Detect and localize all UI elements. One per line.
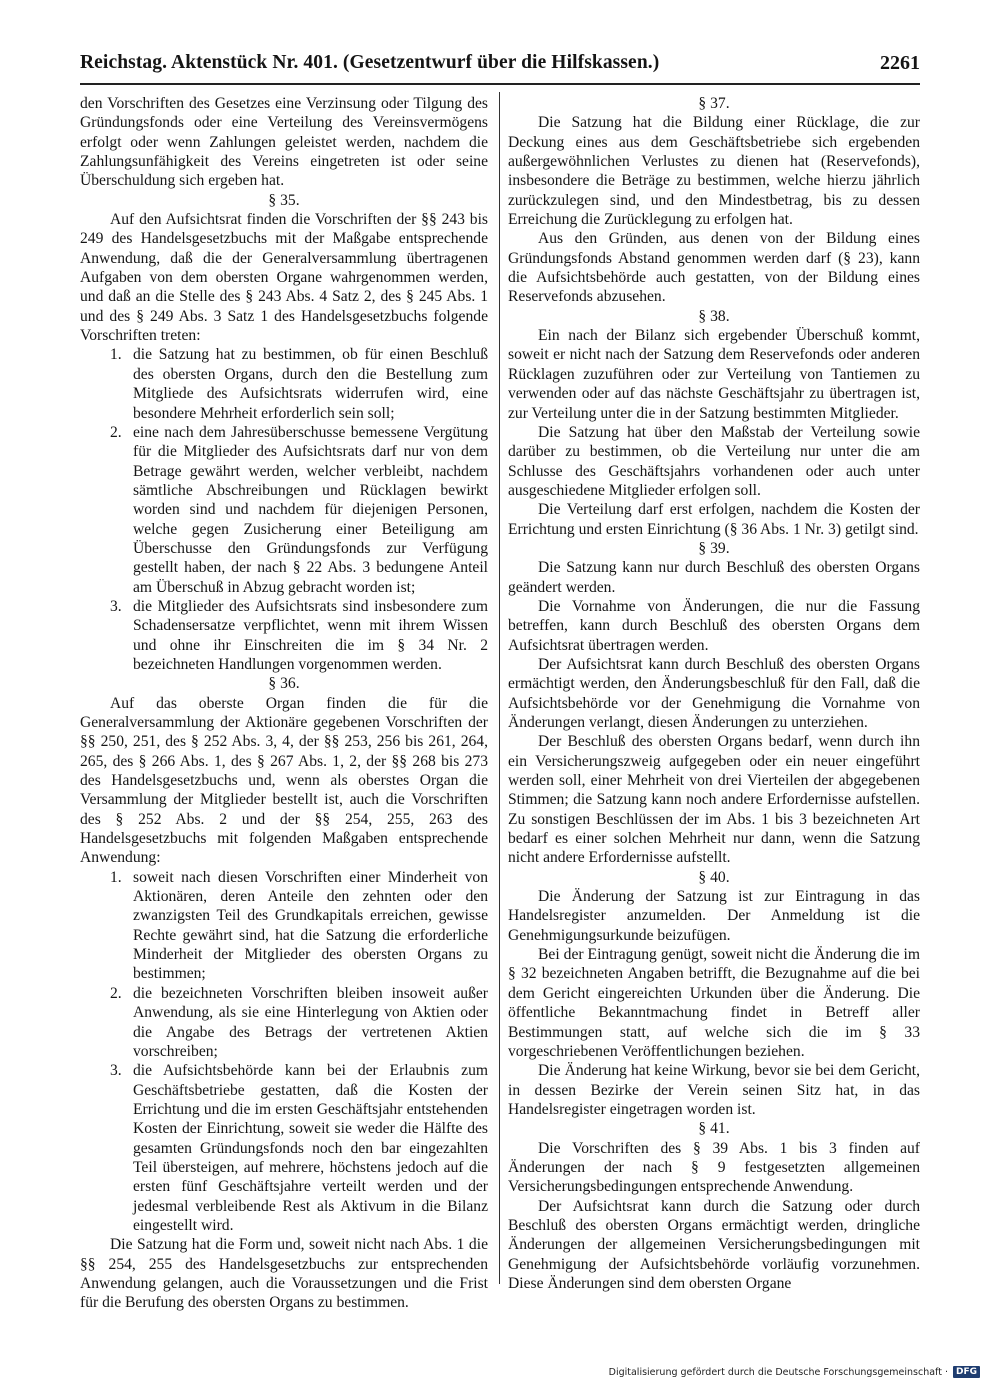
paragraph: Die Vornahme von Änderungen, die nur die Fassung betreffen, kann durch Beschluß des obersten Organs dem Aufsichtsrat übertragen werden. bbox=[508, 597, 920, 654]
section-heading-37: § 37. bbox=[698, 95, 730, 112]
paragraph: Aus den Gründen, aus denen von der Bildung eines Gründungsfonds Abstand genommen werden darf (§ 23), kann die Aufsichtsbehörde auch gestatten, von der Bildung eines Reservefonds abzusehen. bbox=[508, 230, 920, 306]
section-35-intro: Auf den Aufsichtsrat finden die Vorschriften der §§ 243 bis 249 des Handelsgesetzbuchs mit der Maßgabe entsprechende Anwendung, daß die der Generalversammlung übertragenen Aufgaben von dem obersten Organe wahrgenommen werden, und daß an die Stelle des § 243 Abs. 4 Satz 2, des § 245 Abs. 1 und des § 249 Abs. 3 Satz 1 des Handelsgesetzbuchs folgende Vorschriften treten: bbox=[80, 211, 488, 345]
dfg-logo: DFG bbox=[953, 1366, 980, 1378]
list-text: die Mitglieder des Aufsichtsrats sind insbesondere zum Schadensersatze verpflichtet, wenn mit ihrem Wissen und ohne ihr Einschreiten die im § 34 Nr. 2 bezeichneten Handlungen vorgenommen werden. bbox=[133, 597, 488, 673]
paragraph: Der Aufsichtsrat kann durch die Satzung oder durch Beschluß des obersten Organs ermächtigt werden, dringliche Änderungen der allgemeinen Versicherungsbedingungen mit Genehmigung der Aufsichtsbehörde vorläufig vorzunehmen. Diese Änderungen sind dem obersten Organe bbox=[508, 1197, 920, 1292]
list-number: 1. bbox=[110, 346, 122, 364]
list-number: 2. bbox=[110, 423, 122, 441]
list-text: die Aufsichtsbehörde kann bei der Erlaubnis zum Geschäftsbetriebe gestatten, daß die Kosten der Errichtung und die im ersten Geschäftsjahr entstehenden Kosten der Einrichtung, soweit sie weder die Hälfte des gesamten Gründungsfonds noch den bar eingezahlten Teil übersteigen, auf mehrere, höchstens jedoch auf die ersten fünf Geschäftsjahre verteilt werden und der jedesmal verbleibende Rest als Aktivum in die Bilanz eingestellt wird. bbox=[133, 1062, 488, 1234]
section-heading-41: § 41. bbox=[698, 1120, 730, 1138]
right-column bbox=[508, 94, 920, 1292]
list-number: 2. bbox=[110, 984, 122, 1002]
paragraph: Die Satzung hat die Bildung einer Rücklage, die zur Deckung eines aus dem Geschäftsbetriebe sich ergebenden außergewöhnlichen Verlustes zu dienen hat (Reservefonds), insbesondere die Beträge zu bestimmen, welche hierzu jährlich zurückzulegen sind, und den Mindestbetrag, bis zu dessen Erreichung die Zurücklegung zu erfolgen hat. bbox=[508, 114, 920, 229]
continued-paragraph: den Vorschriften des Gesetzes eine Verzinsung oder Tilgung des Gründungsfonds oder eine Verteilung des Vereinsvermögens erfolgt oder wenn Zahlungen geleistet werden, nachdem die Zahlungsunfähigkeit des Vereins eingetreten ist oder seine Überschuldung sich ergeben hat. bbox=[80, 95, 488, 190]
section-heading-35: § 35. bbox=[268, 191, 300, 209]
page-header bbox=[80, 50, 920, 86]
digitization-footer bbox=[609, 1364, 980, 1380]
paragraph: Der Aufsichtsrat kann durch Beschluß des obersten Organs ermächtigt werden, den Änderungsbeschluß für den Fall, daß die Aufsichtsbehörde vor der Genehmigung die Vornahme von Änderungen verlangt, diesen Änderungen zu unterziehen. bbox=[508, 655, 920, 731]
paragraph: Ein nach der Bilanz sich ergebender Überschuß kommt, soweit er nicht nach der Satzung dem Reservefonds oder anderen Rücklagen zuzuführen oder zur Verteilung von Tantiemen zu verwenden oder auf das nächste Geschäftsjahr zu übertragen ist, zur Verteilung unter die in der Satzung bestimmten Mitglieder. bbox=[508, 327, 920, 422]
paragraph: Die Änderung der Satzung ist zur Eintragung in das Handelsregister anzumelden. Der Anmeldung ist die Genehmigungsurkunde beizufügen. bbox=[508, 888, 920, 944]
list-item bbox=[110, 345, 488, 422]
paragraph: Die Satzung hat über den Maßstab der Verteilung sowie darüber zu bestimmen, ob die Verteilung nur unter die am Schlusse des Geschäftsjahrs vorhandenen oder auch unter ausgeschiedene Mitglieder erfolgen soll. bbox=[508, 423, 920, 499]
paragraph: Die Änderung hat keine Wirkung, bevor sie bei dem Gericht, in dessen Bezirke der Verein seinen Sitz hat, in das Handelsregister eingetragen worden ist. bbox=[508, 1062, 920, 1118]
section-heading-36: § 36. bbox=[268, 675, 300, 693]
paragraph: Die Satzung kann nur durch Beschluß des obersten Organs geändert werden. bbox=[508, 559, 920, 596]
left-column bbox=[80, 94, 488, 1312]
header-rule bbox=[80, 83, 920, 85]
section-36-intro: Auf das oberste Organ finden die für die Generalversammlung der Aktionäre gegebenen Vorschriften der §§ 250, 251, des § 252 Abs. 3, 4, der §§ 253, 256 bis 261, 264, 265, des § 266 Abs. 1, des § 267 Abs. 1, 2, der §§ 268 bis 273 des Handelsgesetzbuchs und, wenn als oberstes Organ die Versammlung der Mitglieder bestellt ist, auch die Vorschriften des § 252 Abs. 2 und der §§ 254, 255, 263 des Handelsgesetzbuchs mit folgenden Maßgaben entsprechende Anwendung: bbox=[80, 694, 488, 867]
section-36-list bbox=[80, 868, 488, 1236]
footer-credit: Digitalisierung gefördert durch die Deutsche Forschungsgemeinschaft · bbox=[608, 1366, 948, 1378]
paragraph: Der Beschluß des obersten Organs bedarf, wenn durch ihn ein Versicherungszweig aufgegeben oder ein neuer eingeführt werden soll, einer Mehrheit von drei Vierteilen der abgegebenen Stimmen; die Satzung kann noch andere Erfordernisse aufstellen. Zu sonstigen Beschlüssen der im Abs. 1 bis 3 bezeichneten Art bedarf es einer solchen Mehrheit nur dann, wenn die Satzung nicht andere Erfordernisse aufstellt. bbox=[508, 733, 920, 867]
list-item bbox=[110, 597, 488, 674]
section-heading-39: § 39. bbox=[698, 539, 730, 557]
list-number: 1. bbox=[110, 868, 122, 886]
column-divider bbox=[499, 92, 500, 1284]
section-heading-38: § 38. bbox=[698, 307, 730, 325]
list-number: 3. bbox=[110, 1062, 122, 1080]
list-text: die Satzung hat zu bestimmen, ob für einen Beschluß des obersten Organs, durch den die Bestellung zum Mitgliede des Aufsichtsrats widerrufen wird, eine besondere Mehrheit erforderlich sein soll; bbox=[133, 346, 488, 422]
list-item bbox=[110, 423, 488, 597]
list-item bbox=[110, 984, 488, 1061]
page-number: 2261 bbox=[880, 52, 920, 74]
running-title: Reichstag. Aktenstück Nr. 401. (Gesetzentwurf über die Hilfskassen.) bbox=[80, 52, 660, 73]
paragraph: Bei der Eintragung genügt, soweit nicht die Änderung die im § 32 bezeichneten Angaben betrifft, die Bezugnahme auf die bei dem Gericht eingereichten Urkunden über die Änderung. Die öffentliche Bekanntmachung findet in Betreff aller Bestimmungen statt, auf welche sich die im § 33 vorgeschriebenen Veröffentlichungen beziehen. bbox=[508, 946, 920, 1060]
list-number: 3. bbox=[110, 597, 122, 615]
section-heading-40: § 40. bbox=[698, 868, 730, 886]
section-35-list bbox=[80, 345, 488, 674]
paragraph: Die Vorschriften des § 39 Abs. 1 bis 3 finden auf Änderungen der nach § 9 festgesetzten allgemeinen Versicherungsbedingungen entsprechende Anwendung. bbox=[508, 1139, 920, 1196]
list-text: eine nach dem Jahresüberschusse bemessene Vergütung für die Mitglieder des Aufsichtsrats darf nur von dem Betrage gewährt werden, welcher verbleibt, nachdem sämtliche Abschreibungen und Rücklagen bewirkt worden sind und nachdem für diejenigen Personen, welche gegen Zusicherung einer Beteiligung am Überschusse den Gründungsfonds zur Verfügung gestellt haben, der nach § 22 Abs. 3 bedungene Anteil am Überschuß in Abzug gebracht worden ist; bbox=[133, 423, 488, 596]
section-36-closing: Die Satzung hat die Form und, soweit nicht nach Abs. 1 die §§ 254, 255 des Handelsgesetzbuchs zur entsprechenden Anwendung gelangen, auch die Voraussetzungen und die Frist für die Berufung des obersten Organs zu bestimmen. bbox=[80, 1236, 488, 1312]
list-text: soweit nach diesen Vorschriften einer Minderheit von Aktionären, deren Anteile den zehnten oder den zwanzigsten Teil des Grundkapitals erreichen, gewisse Rechte gewährt sind, hat die Satzung die erforderliche Minderheit der Mitglieder des obersten Organs zu bestimmen; bbox=[133, 868, 488, 983]
list-item bbox=[110, 868, 488, 984]
list-text: die bezeichneten Vorschriften bleiben insoweit außer Anwendung, als sie eine Hinterlegung von Aktien oder die Angabe des Betrags der vertretenen Aktien vorschreiben; bbox=[133, 984, 488, 1060]
list-item bbox=[110, 1061, 488, 1235]
paragraph: Die Verteilung darf erst erfolgen, nachdem die Kosten der Errichtung und ersten Einrichtung (§ 36 Abs. 1 Nr. 3) getilgt sind. bbox=[508, 501, 920, 538]
